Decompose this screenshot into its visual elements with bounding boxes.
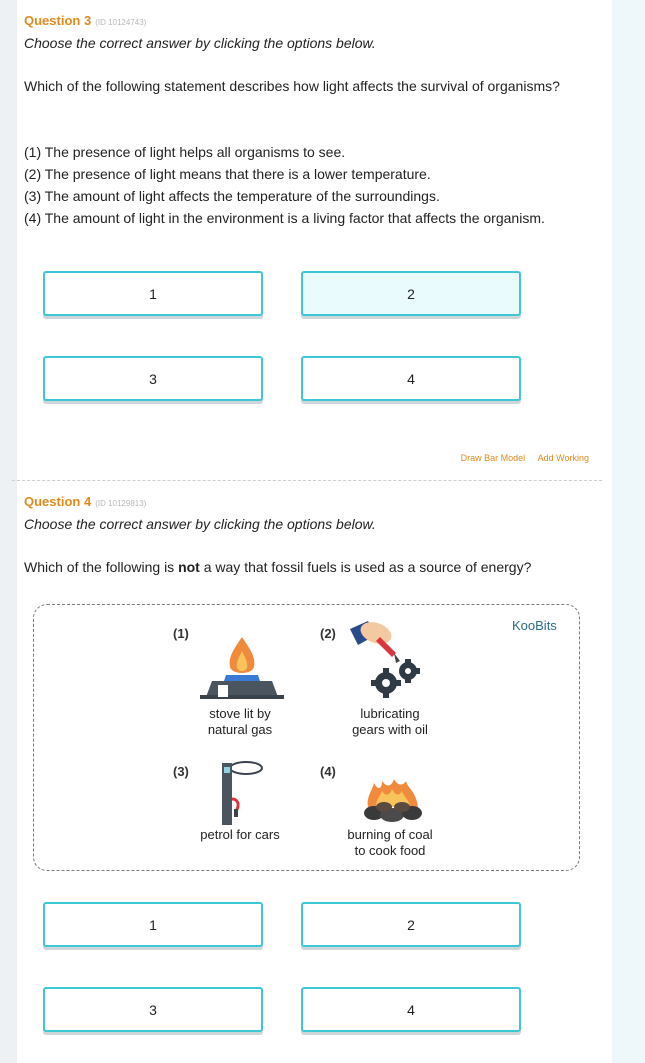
fossil-fuel-figure	[33, 604, 580, 871]
q4-option-2-button[interactable]: 2	[301, 902, 521, 947]
figure-caption-2	[320, 706, 460, 738]
caption-1-line-1: stove lit by	[209, 706, 271, 721]
question-4-prompt	[24, 556, 594, 578]
statement-4: (4) The amount of light in the environment is a living factor that affects the organism.	[24, 210, 545, 226]
q4-option-4-button[interactable]: 4	[301, 987, 521, 1032]
statement-2: (2) The presence of light means that there is a lower temperature.	[24, 166, 431, 182]
figure-caption-3	[170, 827, 310, 843]
q3-option-3-button[interactable]: 3	[43, 356, 263, 401]
question-4-title: Question 4	[24, 494, 92, 509]
statement-3: (3) The amount of light affects the temperature of the surroundings.	[24, 188, 440, 204]
caption-4-line-2: to cook food	[354, 843, 426, 858]
add-working-link[interactable]: Add Working	[537, 453, 589, 463]
caption-1-line-2: natural gas	[207, 722, 273, 737]
gas-stove-icon	[190, 633, 294, 701]
oil-gears-icon	[346, 615, 432, 701]
working-links	[451, 453, 589, 463]
figure-label-2: (2)	[320, 626, 336, 641]
figure-label-1: (1)	[173, 626, 189, 641]
question-3-instruction: Choose the correct answer by clicking the options below.	[24, 35, 376, 51]
question-3-title: Question 3	[24, 13, 92, 28]
draw-bar-model-link[interactable]: Draw Bar Model	[460, 453, 526, 463]
figure-label-4: (4)	[320, 764, 336, 779]
question-3-id: (ID 10124743)	[95, 18, 147, 27]
question-3-prompt: Which of the following statement describes how light affects the survival of organisms?	[24, 78, 560, 94]
caption-2-line-1: lubricating	[360, 706, 420, 721]
caption-3-line-1: petrol for cars	[200, 827, 280, 842]
side-strip	[612, 0, 645, 1063]
statement-1: (1) The presence of light helps all organisms to see.	[24, 144, 346, 160]
figure-caption-4	[320, 827, 460, 859]
petrol-pump-icon	[216, 759, 266, 825]
q3-option-1-button[interactable]: 1	[43, 271, 263, 316]
question-4-header	[24, 494, 146, 509]
caption-4-line-1: burning of coal	[347, 827, 433, 842]
burning-coal-icon	[360, 777, 426, 823]
q3-option-4-button[interactable]: 4	[301, 356, 521, 401]
question-4-id: (ID 10129813)	[95, 499, 147, 508]
koobits-brand: KooBits	[512, 618, 557, 633]
q3-option-2-button[interactable]: 2	[301, 271, 521, 316]
figure-label-3: (3)	[173, 764, 189, 779]
prompt-emphasis: not	[178, 559, 200, 575]
q4-option-1-button[interactable]: 1	[43, 902, 263, 947]
prompt-part-2: a way that fossil fuels is used as a source of energy?	[199, 559, 532, 575]
question-divider	[12, 480, 602, 481]
q4-option-3-button[interactable]: 3	[43, 987, 263, 1032]
question-3-header	[24, 13, 146, 28]
question-4-instruction: Choose the correct answer by clicking the options below.	[24, 516, 376, 532]
caption-2-line-2: gears with oil	[352, 722, 428, 737]
figure-caption-1	[170, 706, 310, 738]
prompt-part-1: Which of the following is	[24, 559, 179, 575]
